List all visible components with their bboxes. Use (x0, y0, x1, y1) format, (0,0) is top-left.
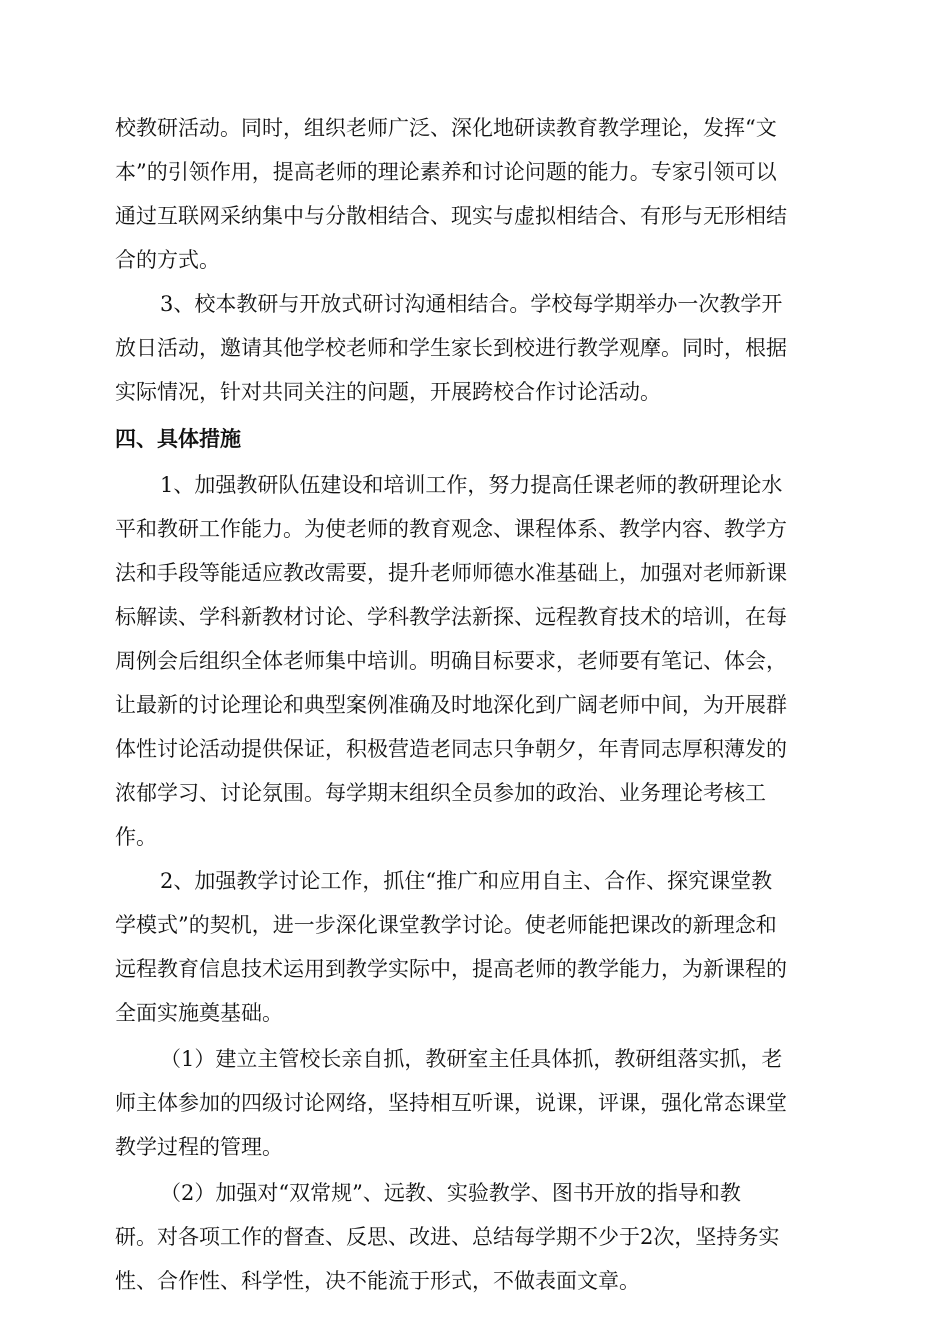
paragraph-line: 合的方式。 (115, 248, 220, 272)
paragraph-line: 远程教育信息技术运用到教学实际中，提高老师的教学能力，为新课程的 (115, 957, 787, 981)
paragraph-line: 性、合作性、科学性，决不能流于形式，不做表面文章。 (115, 1269, 640, 1293)
paragraph-line: 作。 (115, 825, 157, 849)
paragraph-line: 本”的引领作用，提高老师的理论素养和讨论问题的能力。专家引领可以 (115, 160, 777, 184)
paragraph-line: 法和手段等能适应教改需要，提升老师师德水准基础上，加强对老师新课 (115, 561, 787, 585)
paragraph-line: （1）建立主管校长亲自抓，教研室主任具体抓，教研组落实抓，老 (160, 1047, 783, 1071)
paragraph-line: 师主体参加的四级讨论网络，坚持相互听课，说课，评课，强化常态课堂 (115, 1091, 787, 1115)
paragraph-line: 1、加强教研队伍建设和培训工作，努力提高任课老师的教研理论水 (160, 473, 783, 497)
paragraph-line: 浓郁学习、讨论氛围。每学期末组织全员参加的政治、业务理论考核工 (115, 781, 766, 805)
paragraph-line: 通过互联网采纳集中与分散相结合、现实与虚拟相结合、有形与无形相结 (115, 204, 787, 228)
paragraph-line: 实际情况，针对共同关注的问题，开展跨校合作讨论活动。 (115, 380, 661, 404)
paragraph-line: 3、校本教研与开放式研讨沟通相结合。学校每学期举办一次教学开 (160, 292, 783, 316)
paragraph-line: 体性讨论活动提供保证，积极营造老同志只争朝夕，年青同志厚积薄发的 (115, 737, 787, 761)
paragraph-line: 校教研活动。同时，组织老师广泛、深化地研读教育教学理论，发挥“文 (115, 116, 777, 140)
paragraph-line: 2、加强教学讨论工作，抓住“推广和应用自主、合作、探究课堂教 (160, 869, 773, 893)
section-heading: 四、具体措施 (115, 427, 241, 451)
paragraph-line: 周例会后组织全体老师集中培训。明确目标要求，老师要有笔记、体会， (115, 649, 787, 673)
paragraph-line: 平和教研工作能力。为使老师的教育观念、课程体系、教学内容、教学方 (115, 517, 787, 541)
paragraph-line: 研。对各项工作的督查、反思、改进、总结每学期不少于2次，坚持务实 (115, 1225, 780, 1249)
paragraph-line: 标解读、学科新教材讨论、学科教学法新探、远程教育技术的培训，在每 (115, 605, 787, 629)
paragraph-line: 教学过程的管理。 (115, 1135, 283, 1159)
paragraph-line: 放日活动，邀请其他学校老师和学生家长到校进行教学观摩。同时，根据 (115, 336, 787, 360)
paragraph-line: 全面实施奠基础。 (115, 1001, 283, 1025)
paragraph-line: 让最新的讨论理论和典型案例准确及时地深化到广阔老师中间，为开展群 (115, 693, 787, 717)
paragraph-line: （2）加强对“双常规”、远教、实验教学、图书开放的指导和教 (160, 1181, 741, 1205)
paragraph-line: 学模式”的契机，进一步深化课堂教学讨论。使老师能把课改的新理念和 (115, 913, 777, 937)
